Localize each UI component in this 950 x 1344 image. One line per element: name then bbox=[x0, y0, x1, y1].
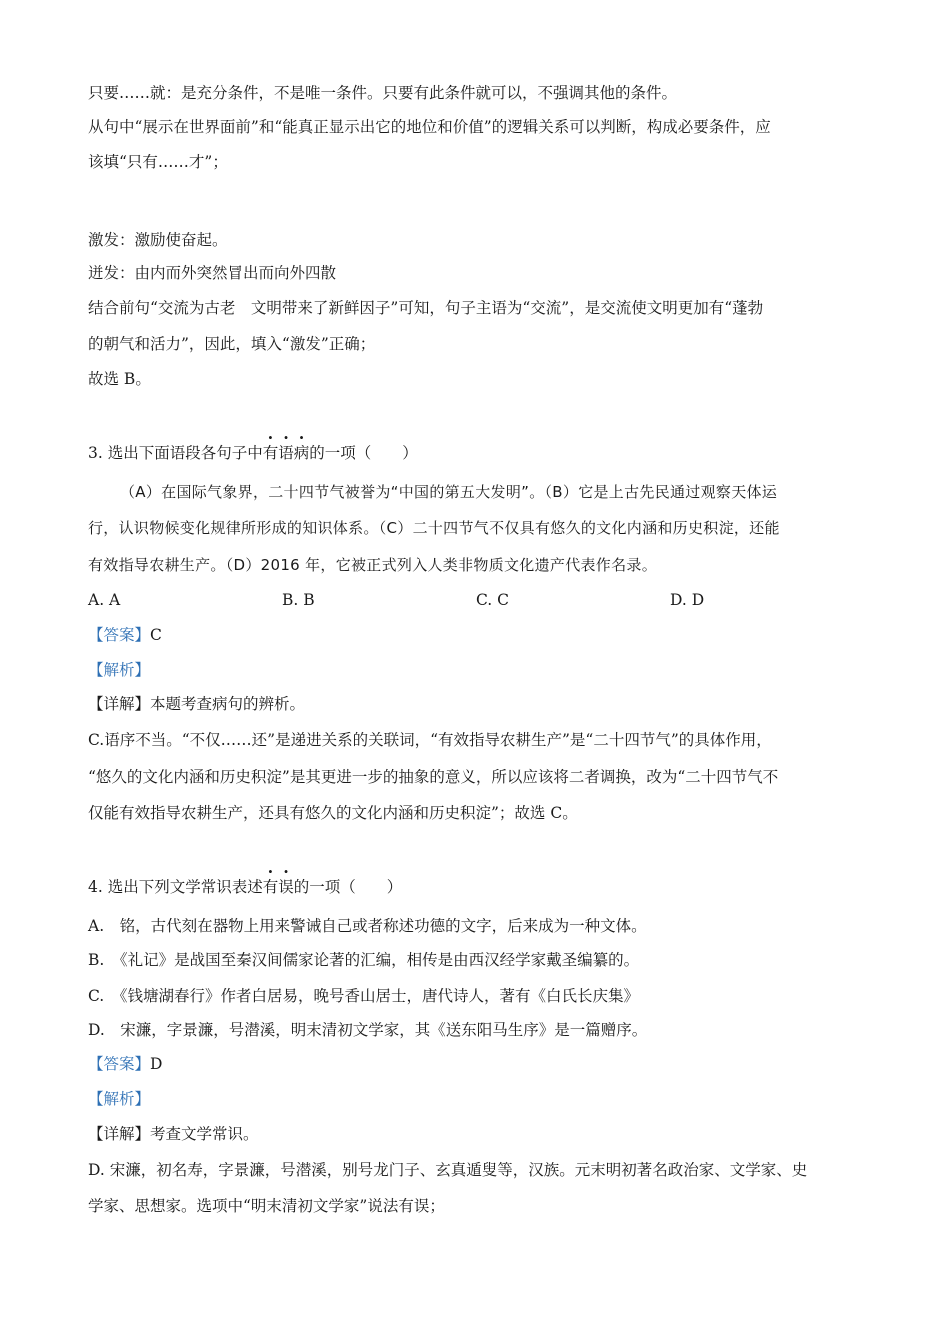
stem-prefix: 4. 选出下列文学常识表述 bbox=[88, 878, 263, 896]
choice-d: D. 宋濂，字景濂，号潜溪，明末清初文学家，其《送东阳马生序》是一篇赠序。 bbox=[88, 1021, 648, 1039]
explain-line: 仅能有效指导农耕生产，还具有悠久的文化内涵和历史积淀”；故选 C。 bbox=[88, 804, 578, 822]
choice-c: C. 《钱塘湖春行》作者白居易，晚号香山居士，唐代诗人，著有《白氏长庆集》 bbox=[88, 987, 639, 1005]
analysis-tag: 【解析】 bbox=[88, 1090, 151, 1108]
emphasis-char: 有 bbox=[262, 444, 279, 462]
detail-text: 考查文学常识。 bbox=[150, 1125, 259, 1143]
detail-line bbox=[88, 694, 305, 714]
text-line: 迸发：由内而外突然冒出而向外四散 bbox=[88, 264, 337, 282]
explain-line: C.语序不当。“不仅……还”是递进关系的关联词，“有效指导农耕生产”是“二十四节气”的具体作用， bbox=[88, 731, 772, 749]
option-b: B. B bbox=[282, 591, 315, 609]
choice-b: B. 《礼记》是战国至秦汉间儒家论著的汇编，相传是由西汉经学家戴圣编纂的。 bbox=[88, 951, 640, 969]
analysis-tag: 【解析】 bbox=[88, 661, 151, 679]
answer-value: C bbox=[150, 626, 162, 644]
option-a: A. A bbox=[88, 591, 121, 609]
option-c: C. C bbox=[476, 591, 510, 609]
answer-tag: 【答案】 bbox=[88, 626, 151, 644]
detail-line bbox=[88, 1124, 259, 1144]
stem-suffix: 的一项（ ） bbox=[309, 444, 418, 462]
detail-text: 本题考查病句的辨析。 bbox=[150, 695, 306, 713]
emphasis-char: 有 bbox=[262, 878, 279, 896]
explain-line: D. 宋濂，初名寿，字景濂，号潜溪，别号龙门子、玄真遁叟等，汉族。元末明初著名政治家、文学家、史 bbox=[88, 1161, 808, 1179]
choice-a: A. 铭，古代刻在器物上用来警诫自己或者称述功德的文字，后来成为一种文体。 bbox=[88, 917, 647, 935]
answer-line bbox=[88, 625, 162, 645]
option-d: D. D bbox=[670, 591, 705, 609]
stem-prefix: 3. 选出下面语段各句子中 bbox=[88, 444, 263, 462]
answer-value: D bbox=[150, 1055, 163, 1073]
question-3-stem bbox=[88, 443, 418, 463]
detail-tag: 【详解】 bbox=[88, 1125, 151, 1143]
emphasis-char: 误 bbox=[278, 878, 294, 896]
answer-line bbox=[88, 1054, 162, 1074]
explain-line: “悠久的文化内涵和历史积淀”是其更进一步的抽象的意义，所以应该将二者调换，改为“二十四节气不 bbox=[88, 768, 779, 786]
explain-line: 学家、思想家。选项中“明末清初文学家”说法有误； bbox=[88, 1197, 445, 1215]
text-line: 故选 B。 bbox=[88, 370, 151, 388]
answer-tag: 【答案】 bbox=[88, 1055, 151, 1073]
passage-line: 行，认识物候变化规律所形成的知识体系。（C）二十四节气不仅具有悠久的文化内涵和历史积淀，还能 bbox=[88, 519, 780, 537]
text-line: 结合前句“交流为古老 文明带来了新鲜因子”可知，句子主语为“交流”，是交流使文明更加有“蓬勃 bbox=[88, 299, 764, 317]
question-4-stem bbox=[88, 877, 402, 897]
text-line: 该填“只有……才”； bbox=[88, 153, 228, 171]
stem-suffix: 的一项（ ） bbox=[293, 878, 403, 896]
text-line: 的朝气和活力”，因此，填入“激发”正确； bbox=[88, 335, 376, 353]
detail-tag: 【详解】 bbox=[88, 695, 151, 713]
text-line: 激发：激励使奋起。 bbox=[88, 231, 228, 249]
text-line: 从句中“展示在世界面前”和“能真正显示出它的地位和价值”的逻辑关系可以判断，构成必要条件，应 bbox=[88, 118, 771, 136]
passage-line: 有效指导农耕生产。（D）2016 年，它被正式列入人类非物质文化遗产代表作名录。 bbox=[88, 556, 657, 574]
text-line: 只要……就：是充分条件，不是唯一条件。只要有此条件就可以，不强调其他的条件。 bbox=[88, 84, 678, 102]
passage-line: （A）在国际气象界，二十四节气被誉为“中国的第五大发明”。（B）它是上古先民通过观察天体运 bbox=[120, 483, 778, 501]
emphasis-char: 语 bbox=[278, 444, 294, 462]
emphasis-char: 病 bbox=[293, 444, 310, 462]
